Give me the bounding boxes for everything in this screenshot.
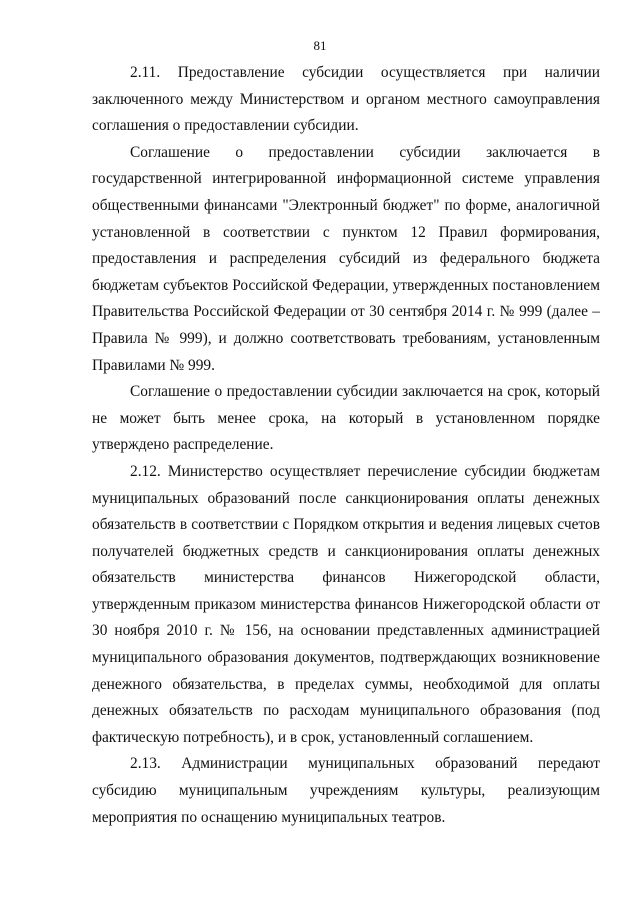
page-number: 81 xyxy=(313,38,327,53)
paragraph-2-11: 2.11. Предоставление субсидии осуществляется при наличии заключенного между Министерством и органом местного самоуправления соглашения о предоставлении субсидии. xyxy=(92,64,600,135)
paragraph-2-13: 2.13. Администрации муниципальных образований передают субсидию муниципальным учреждениям культуры, реализующим мероприятия по оснащению муниципальных театров. xyxy=(92,755,600,826)
document-body xyxy=(92,60,600,831)
paragraph-agreement-term: Соглашение о предоставлении субсидии заключается на срок, который не может быть менее срока, на который в установленном порядке утверждено распределение. xyxy=(92,383,600,454)
paragraph-agreement-system: Соглашение о предоставлении субсидии заключается в государственной интегрированной информационной системе управления общественными финансами "Электронный бюджет" по форме, аналогичной установленной в соответствии с пунктом 12 Правил формирования, предоставления и распределения субсидий из федерального бюджета бюджетам субъектов Российской Федерации, утвержденных постановлением Правительства Российской Федерации от 30 сентября 2014 г. № 999 (далее – Правила № 999), и должно соответствовать требованиям, установленным Правилами № 999. xyxy=(92,143,600,374)
paragraph-2-12: 2.12. Министерство осуществляет перечисление субсидии бюджетам муниципальных образований после санкционирования оплаты денежных обязательств в соответствии с Порядком открытия и ведения лицевых счетов получателей бюджетных средств и санкционирования оплаты денежных обязательств министерства финансов Нижегородской области, утвержденным приказом министерства финансов Нижегородской области от 30 ноября 2010 г. № 156, на основании представленных администрацией муниципального образования документов, подтверждающих возникновение денежного обязательства, в пределах суммы, необходимой для оплаты денежных обязательств по расходам муниципального образования (под фактическую потребность), и в срок, установленный соглашением. xyxy=(92,462,600,746)
